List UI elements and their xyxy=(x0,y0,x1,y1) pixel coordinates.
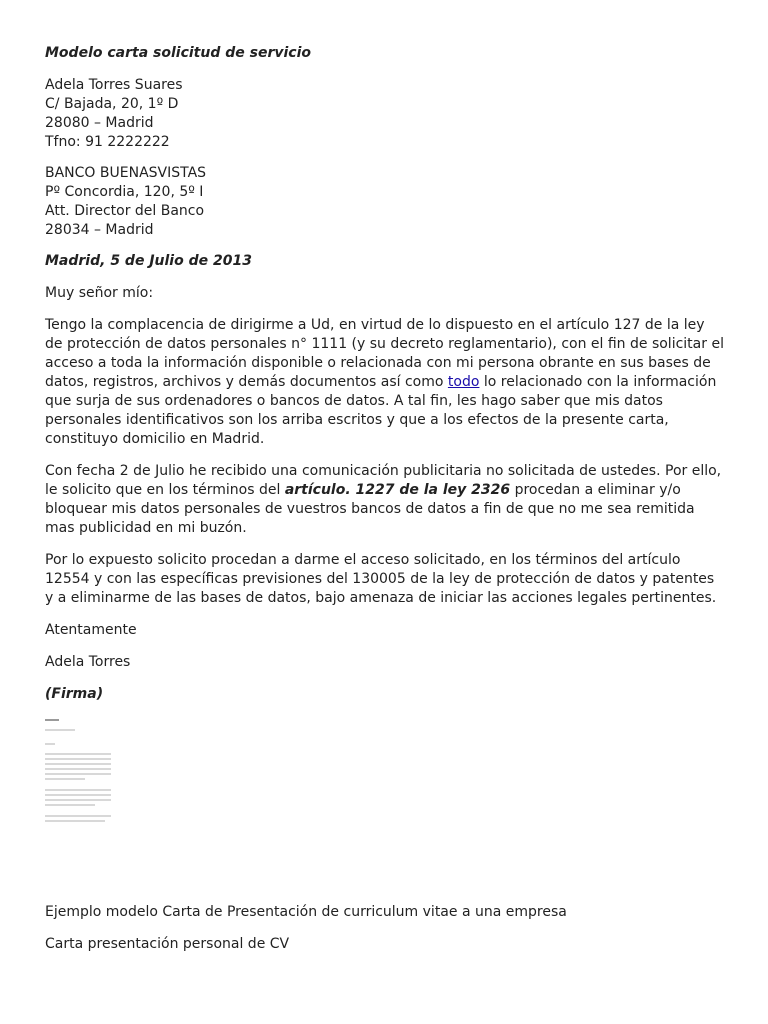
todo-link[interactable]: todo xyxy=(447,374,480,390)
thumbnail-line xyxy=(45,763,111,765)
paragraph-1 xyxy=(45,316,725,449)
thumbnail-line xyxy=(45,719,59,721)
page-title: Modelo carta solicitud de servicio xyxy=(45,45,311,61)
thumbnail-line xyxy=(45,799,111,801)
paragraph-2-text-b: procedan a eliminar y/o bloquear mis datos personales de vuestros bancos de datos a fin de que no me sea remitida mas publicidad en mi buzón. xyxy=(45,482,695,536)
paragraph-1-text-b: lo relacionado con la información que surja de sus ordenadores o bancos de datos. A tal fin, les hago saber que mis datos personales identificativos son los arriba escritos y que a los efectos de la presente carta, constituyo domicilio en Madrid. xyxy=(45,374,717,447)
recipient-attention: Att. Director del Banco xyxy=(45,203,205,219)
thumbnail-line xyxy=(45,743,55,745)
paragraph-2 xyxy=(45,462,725,538)
sender-city: 28080 – Madrid xyxy=(45,115,154,131)
sender-street: C/ Bajada, 20, 1º D xyxy=(45,96,179,112)
recipient-city: 28034 – Madrid xyxy=(45,222,154,238)
salutation: Muy señor mío: xyxy=(45,285,154,301)
related-link-curriculum[interactable]: Ejemplo modelo Carta de Presentación de curriculum vitae a una empresa xyxy=(45,904,567,920)
paragraph-2-text-a: Con fecha 2 de Julio he recibido una comunicación publicitaria no solicitada de ustedes. Por ello, le solicito que en los términos del xyxy=(45,463,722,498)
sender-phone: Tfno: 91 2222222 xyxy=(45,134,170,150)
thumbnail-line xyxy=(45,815,111,817)
thumbnail-line xyxy=(45,789,111,791)
letter-document xyxy=(45,44,725,827)
thumbnail-line xyxy=(45,768,111,770)
thumbnail-line xyxy=(45,753,111,755)
letter-date: Madrid, 5 de Julio de 2013 xyxy=(45,253,252,269)
thumbnail-line xyxy=(45,804,95,806)
paragraph-1-text-a: Tengo la complacencia de dirigirme a Ud, en virtud de lo dispuesto en el artículo 127 de la ley de protección de datos personales n° 1111 (y su decreto reglamentario), con el fin de solicitar el acceso a toda la información disponible o relacionada con mi persona obrante en sus bases de datos, registros, archivos y demás documentos así como xyxy=(45,317,724,390)
thumbnail-line xyxy=(45,778,85,780)
sender-name: Adela Torres Suares xyxy=(45,77,183,93)
thumbnail-line xyxy=(45,729,75,731)
thumbnail-line xyxy=(45,773,111,775)
paragraph-3: Por lo expuesto solicito procedan a darme el acceso solicitado, en los términos del artículo 12554 y con las específicas previsiones del 130005 de la ley de protección de datos y patentes y a eliminarme de las bases de datos, bajo amenaza de iniciar las acciones legales pertinentes. xyxy=(45,552,717,606)
recipient-name: BANCO BUENASVISTAS xyxy=(45,165,207,181)
recipient-street: Pº Concordia, 120, 5º I xyxy=(45,184,204,200)
thumbnail-line xyxy=(45,758,111,760)
closing: Atentamente xyxy=(45,622,137,638)
thumbnail-line xyxy=(45,794,111,796)
recipient-address xyxy=(45,164,725,240)
sender-address xyxy=(45,76,725,152)
thumbnail-line xyxy=(45,820,105,822)
law-reference: artículo. 1227 de la ley 2326 xyxy=(284,482,511,498)
signer-name: Adela Torres xyxy=(45,654,131,670)
related-link-cv[interactable]: Carta presentación personal de CV xyxy=(45,936,290,952)
document-thumbnail[interactable] xyxy=(45,717,113,827)
signature-label: (Firma) xyxy=(45,686,104,702)
